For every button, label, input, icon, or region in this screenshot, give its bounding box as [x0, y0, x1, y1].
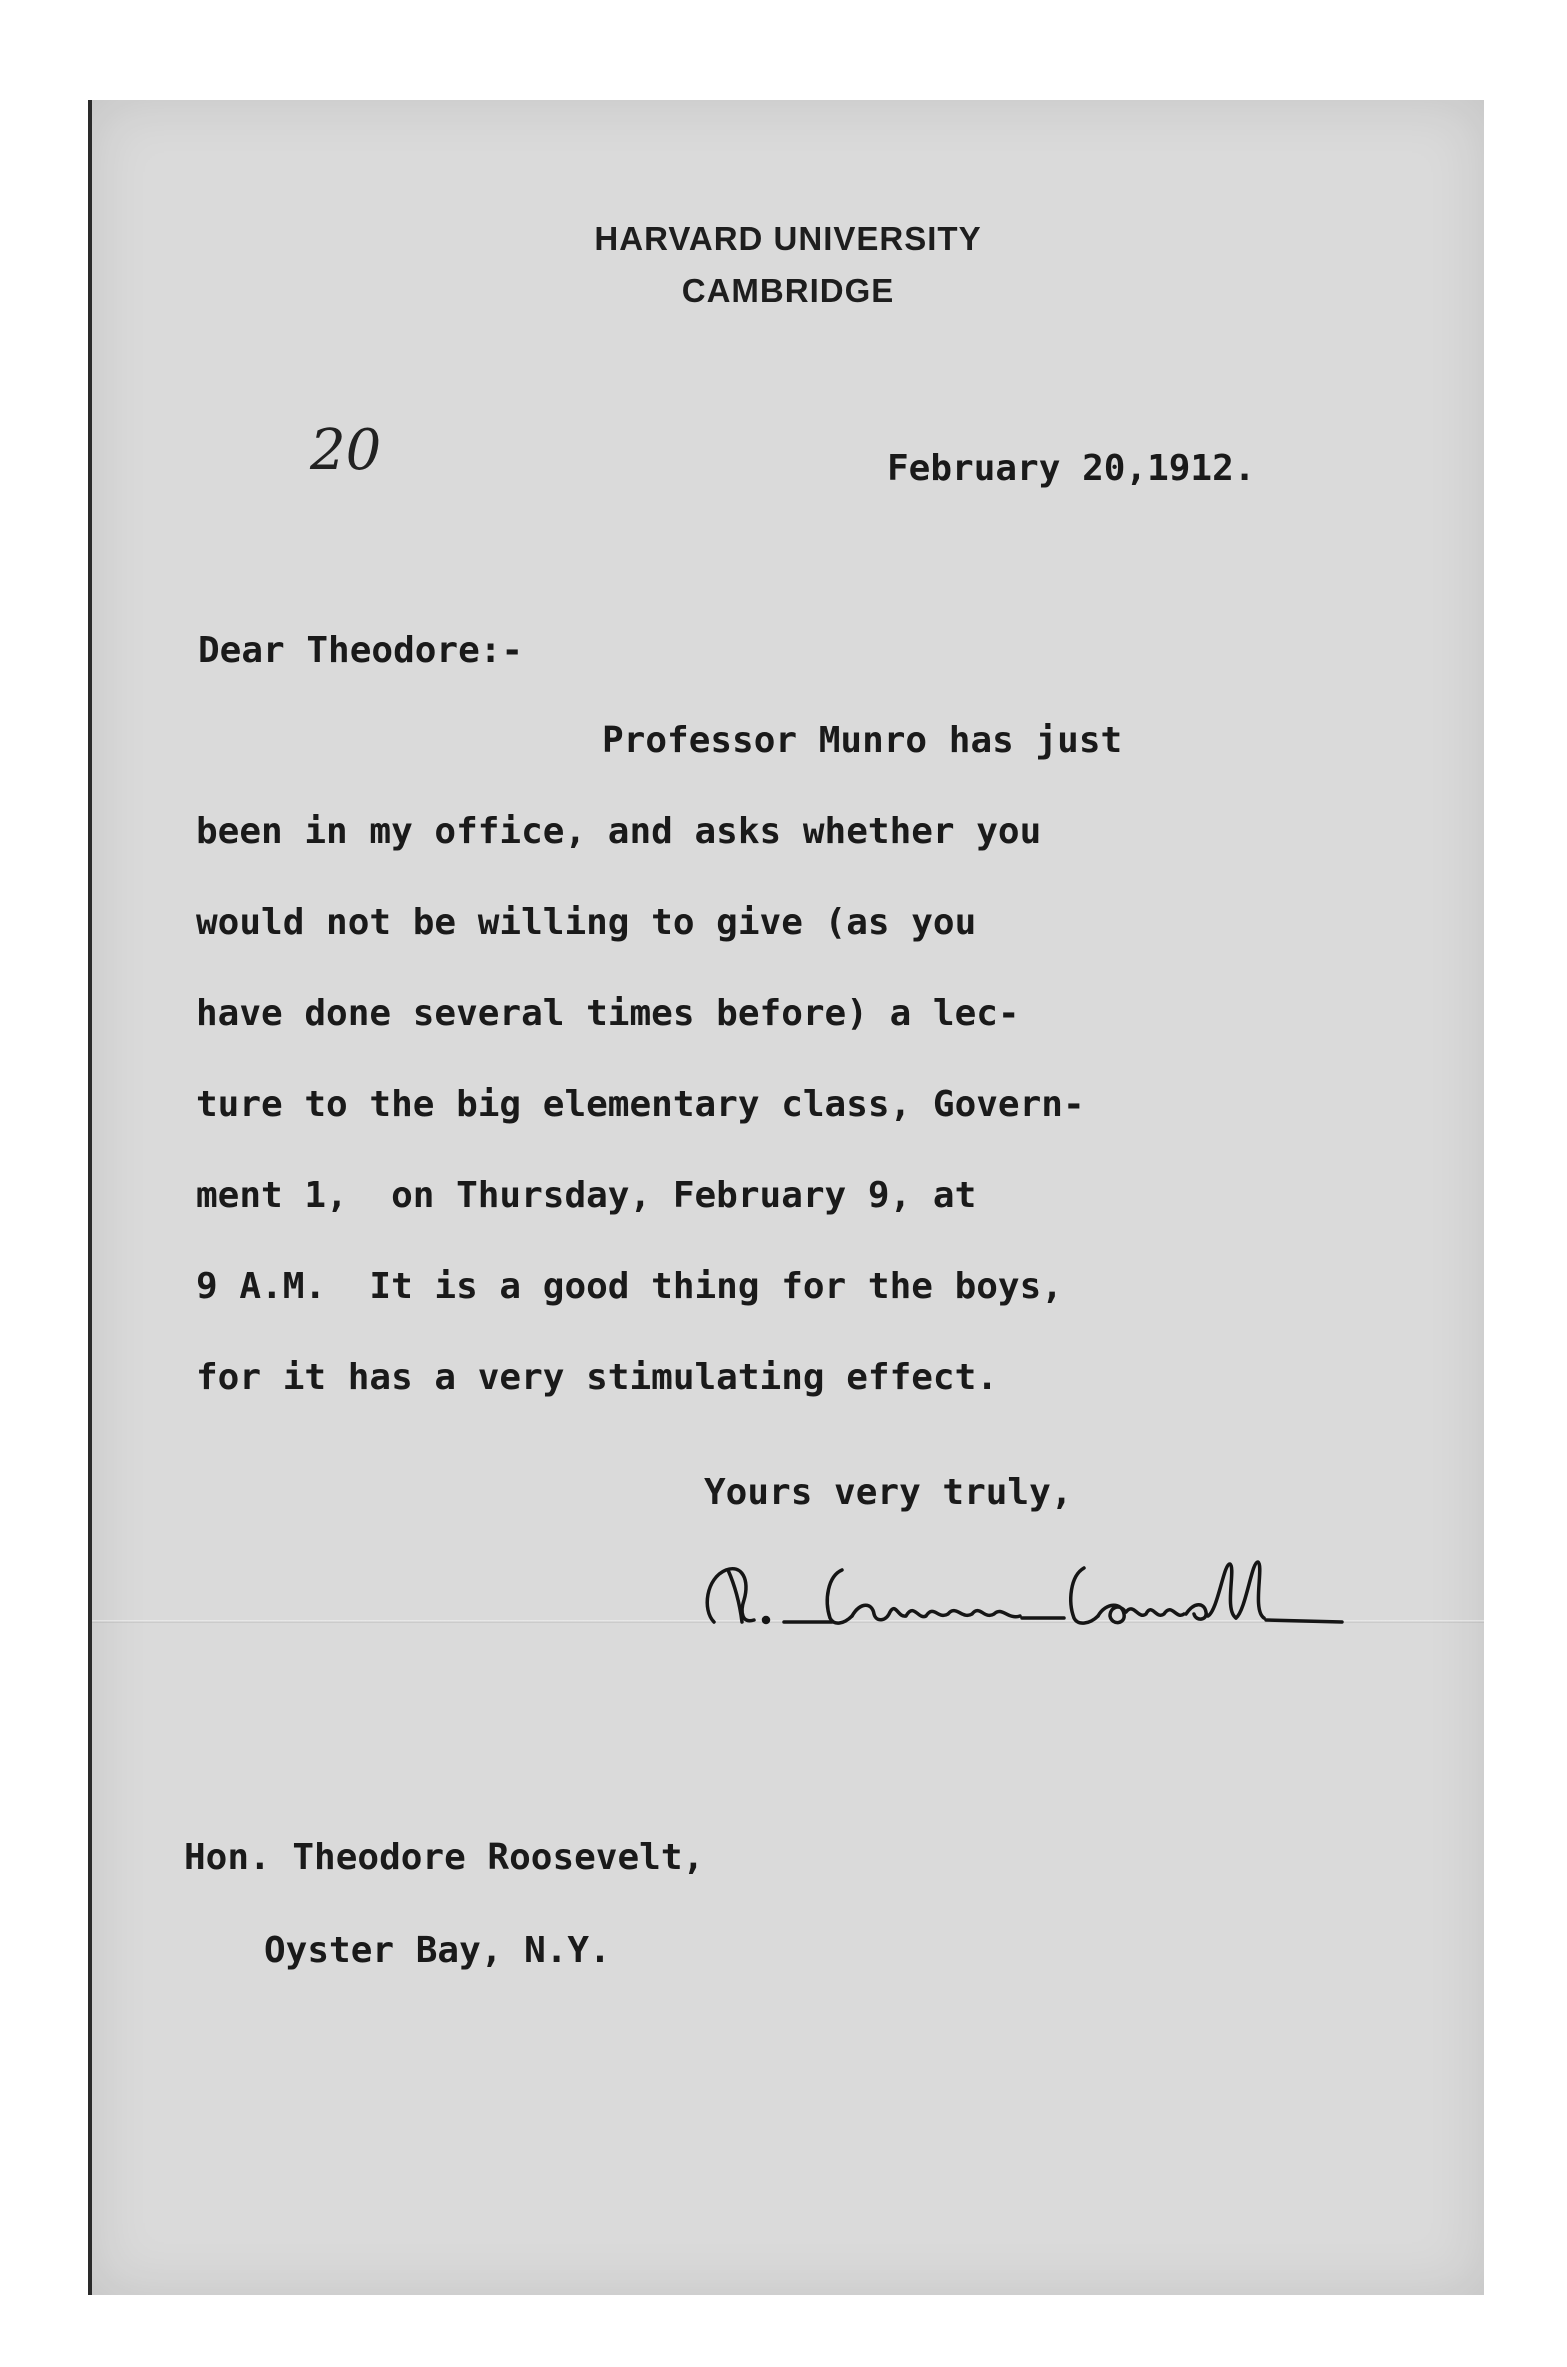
body-line: have done several times before) a lec- — [196, 993, 1020, 1034]
letter-body — [196, 720, 1376, 1448]
letterhead-institution: HARVARD UNIVERSITY — [594, 220, 982, 257]
body-line: 9 A.M. It is a good thing for the boys, — [196, 1266, 1063, 1307]
body-line: ment 1, on Thursday, February 9, at — [196, 1175, 977, 1216]
body-line: for it has a very stimulating effect. — [196, 1357, 998, 1398]
body-line: Professor Munro has just — [602, 720, 1123, 761]
body-line: ture to the big elementary class, Govern- — [196, 1084, 1085, 1125]
handwritten-signature — [692, 1540, 1352, 1650]
handwritten-file-mark: 20 — [310, 418, 382, 483]
signature-drawing — [692, 1540, 1352, 1650]
letter-page — [88, 100, 1484, 2295]
salutation: Dear Theodore:- — [198, 630, 524, 671]
recipient-name: Hon. Theodore Roosevelt, — [184, 1837, 705, 1878]
body-line: been in my office, and asks whether you — [196, 811, 1042, 852]
letter-date: February 20,1912. — [887, 448, 1256, 489]
body-line: would not be willing to give (as you — [196, 902, 977, 943]
letterhead-city: CAMBRIDGE — [681, 272, 895, 309]
recipient-address: Oyster Bay, N.Y. — [264, 1930, 611, 1971]
closing: Yours very truly, — [704, 1472, 1073, 1513]
